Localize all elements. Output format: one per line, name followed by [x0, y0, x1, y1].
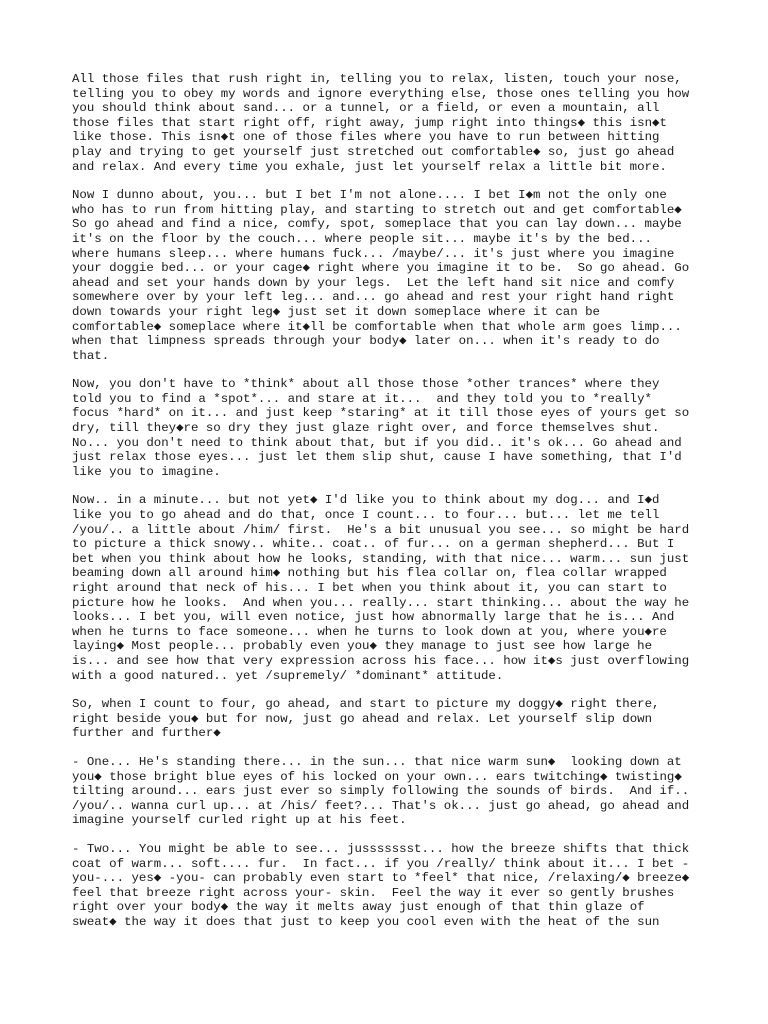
paragraph-1: All those files that rush right in, telling you to relax, listen, touch your nose, telling you to obey my words and ignore everything else, those ones telling you how you should think about sand... or a tunnel, or a field, or even a mountain, all those files that start right off, right away, jump right into things◆ this isn◆t like those. This isn◆t one of those files where you have to run between hitting play and trying to get yourself just stretched out comfortable◆ so, just go ahead and relax. And every time you exhale, just let yourself relax a little bit more.: [72, 72, 690, 174]
paragraph-3: Now, you don't have to *think* about all those those *other trances* where they told you to find a *spot*... and stare at it... and they told you to *really* focus *hard* on it... and just keep *staring* at it till those eyes of yours get so dry, till they◆re so dry they just glaze right over, and force themselves shut. No... you don't need to think about that, but if you did.. it's ok... Go ahead and just relax those eyes... just let them slip shut, cause I have something, that I'd like you to imagine.: [72, 377, 690, 479]
paragraph-2: Now I dunno about, you... but I bet I'm not alone.... I bet I◆m not the only one who has to run from hitting play, and starting to stretch out and get comfortable◆ So go ahead and find a nice, comfy, spot, someplace that you can lay down... maybe it's on the floor by the couch... where people sit... maybe it's by the bed... where humans sleep... where humans fuck... /maybe/... it's just where you imagine your doggie bed... or your cage◆ right where you imagine it to be. So go ahead. Go ahead and set your hands down by your legs. Let the left hand sit nice and comfy somewhere over by your left leg... and... go ahead and rest your right hand right down towards your right leg◆ just set it down someplace where it can be comfortable◆ someplace where it◆ll be comfortable when that whole arm goes limp... when that limpness spreads through your body◆ later on... when it's ready to do that.: [72, 188, 690, 363]
paragraph-6: - One... He's standing there... in the sun... that nice warm sun◆ looking down at you◆ those bright blue eyes of his locked on your own... ears twitching◆ twisting◆ tilting around... ears just ever so simply following the sounds of birds. And if.. /you/.. wanna curl up... at /his/ feet?... That's ok... just go ahead, go ahead and imagine yourself curled right up at his feet.: [72, 754, 690, 828]
document-page: [72, 72, 712, 943]
paragraph-7: - Two... You might be able to see... jussssssst... how the breeze shifts that thick coat of warm... soft.... fur. In fact... if you /really/ think about it... I bet - you-... yes◆ -you- can probably even start to *feel* that nice, /relaxing/◆ breeze◆ feel that breeze right across your- skin. Feel the way it ever so gently brushes right over your body◆ the way it melts away just enough of that thin glaze of sweat◆ the way it does that just to keep you cool even with the heat of the sun: [72, 841, 690, 929]
paragraph-4: Now.. in a minute... but not yet◆ I'd like you to think about my dog... and I◆d like you to go ahead and do that, once I count... to four... but... let me tell /you/.. a little about /him/ first. He's a bit unusual you see... so might be hard to picture a thick snowy.. white.. coat.. of fur... on a german shepherd... But I bet when you think about how he looks, standing, with that nice... warm... sun just beaming down all around him◆ nothing but his flea collar on, flea collar wrapped right around that neck of his... I bet when you think about it, you can start to picture how he looks. And when you... really... start thinking... about the way he looks... I bet you, will even notice, just how abnormally large that he is... And when he turns to face someone... when he turns to look down at you, where you◆re laying◆ Most people... probably even you◆ they manage to just see how large he is... and see how that very expression across his face... how it◆s just overflowing with a good natured.. yet /supremely/ *dominant* attitude.: [72, 493, 690, 683]
paragraph-5: So, when I count to four, go ahead, and start to picture my doggy◆ right there, right beside you◆ but for now, just go ahead and relax. Let yourself slip down further and further◆: [72, 697, 660, 741]
